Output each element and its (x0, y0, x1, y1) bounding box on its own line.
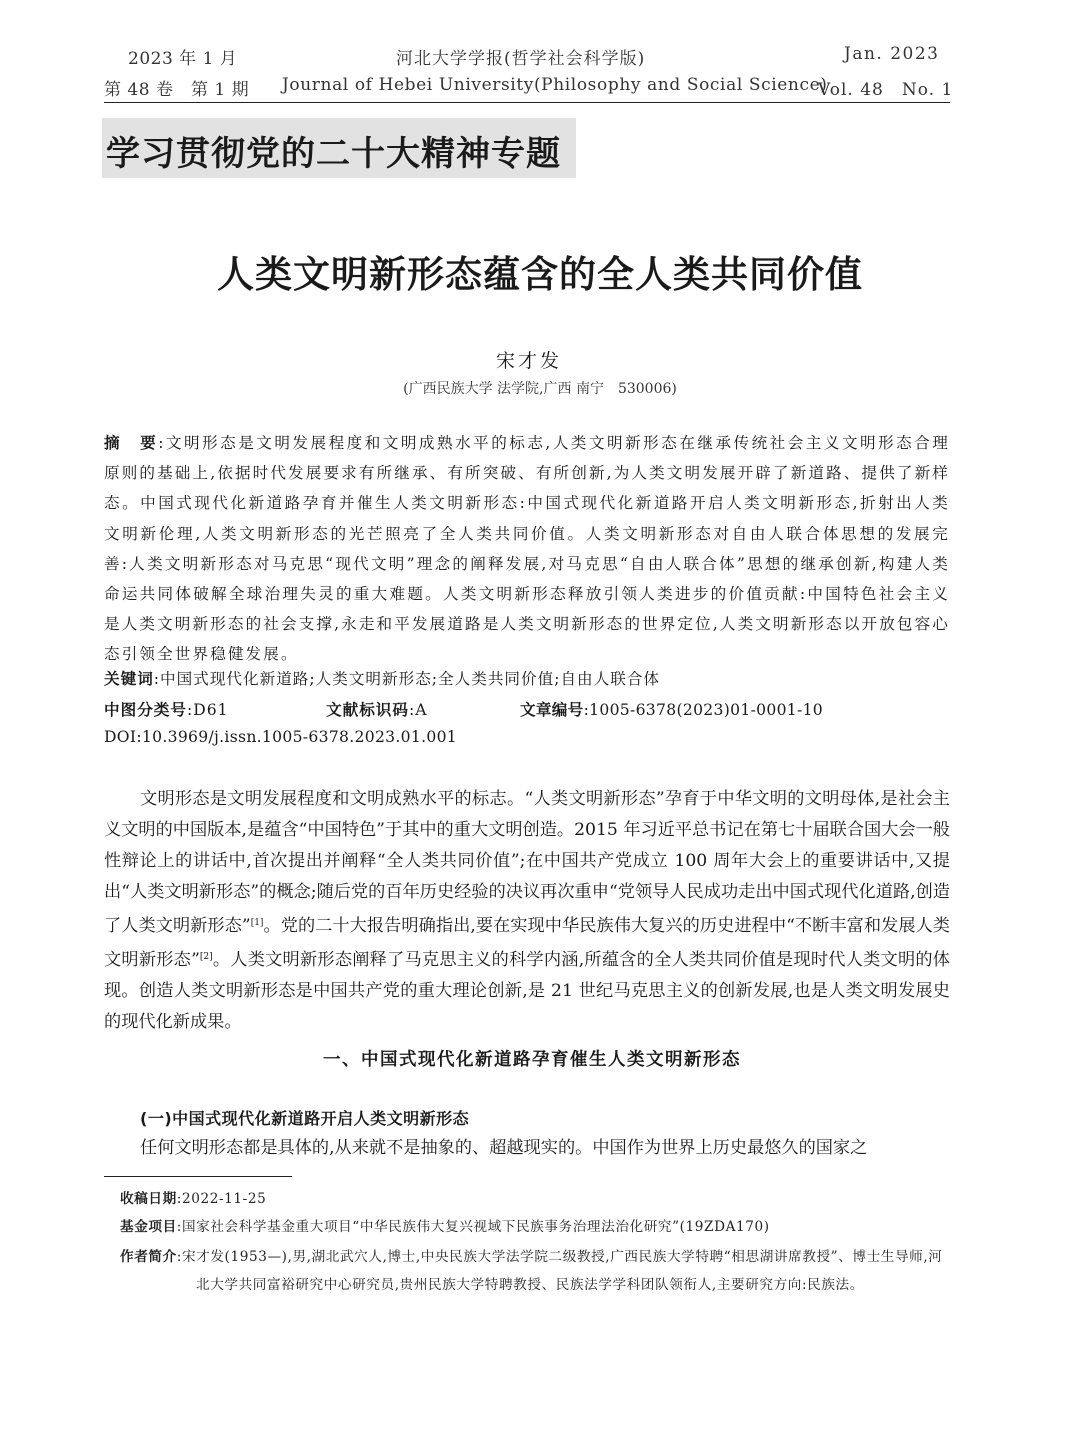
author-affiliation: (广西民族大学 法学院,广西 南宁 530006) (403, 381, 677, 397)
subsection-paragraph: 任何文明形态都是具体的,从来就不是抽象的、超越现实的。中国作为世界上历史最悠久的国家之 (140, 1138, 868, 1158)
article-number (520, 698, 823, 720)
header-rule (104, 102, 950, 103)
fund-label: 基金项目 (120, 1219, 177, 1235)
header-volume-en: Vol. 48 No. 1 (818, 80, 954, 100)
clc-label: 中图分类号 (104, 701, 187, 719)
bio-label: 作者简介 (120, 1249, 177, 1265)
abstract-label: 摘 要 (104, 434, 159, 452)
article-title: 人类文明新形态蕴含的全人类共同价值 (217, 252, 863, 296)
header-volume-cn: 第 48 卷 第 1 期 (104, 80, 250, 100)
document-code (326, 698, 428, 720)
abstract-text: :文明形态是文明发展程度和文明成熟水平的标志,人类文明新形态在继承传统社会主义文明形态合理原则的基础上,依据时代发展要求有所继承、有所突破、有所创新,为人类文明发展开辟了新道路、提供了新样态。中国式现代化新道路孕育并催生人类文明新形态:中国式现代化新道路开启人类文明新形态,折射出人类文明新伦理,人类文明新形态的光芒照亮了全人类共同价值。人类文明新形态对自由人联合体思想的发展完善:人类文明新形态对马克思“现代文明”理念的阐释发展,对马克思“自由人联合体”思想的继承创新,构建人类命运共同体破解全球治理失灵的重大难题。人类文明新形态释放引领人类进步的价值贡献:中国特色社会主义是人类文明新形态的社会支撑,永走和平发展道路是人类文明新形态的世界定位,人类文明新形态以开放包容心态引领全世界稳健发展。 (104, 434, 950, 664)
received-date (120, 1187, 266, 1207)
section-heading: 一、中国式现代化新道路孕育催生人类文明新形态 (323, 1050, 741, 1070)
fund-project (120, 1215, 770, 1235)
keywords-text: :中国式现代化新道路;人类文明新形态;全人类共同价值;自由人联合体 (153, 670, 661, 688)
column-banner-text: 学习贯彻党的二十大精神专题 (106, 134, 561, 174)
keywords (104, 667, 660, 689)
header-date-en: Jan. 2023 (844, 44, 940, 64)
subsection-heading: (一)中国式现代化新道路开启人类文明新形态 (140, 1109, 470, 1128)
doi: DOI:10.3969/j.issn.1005-6378.2023.01.001 (104, 728, 458, 746)
author-name: 宋才发 (495, 350, 562, 372)
footnote-rule (104, 1176, 292, 1177)
intro-text-3: 。人类文明新形态阐释了马克思主义的科学内涵,所蕴含的全人类共同价值是现时代人类文明的体现。创造人类文明新形态是中国共产党的重大理论创新,是 21 世纪马克思主义的创新发展,也是人类文明发展史的现代化新成果。 (104, 950, 950, 1032)
abstract (104, 428, 950, 670)
intro-paragraph (104, 784, 950, 1038)
author-bio (120, 1243, 950, 1299)
citation-1[interactable]: [1] (250, 918, 264, 928)
keywords-label: 关键词 (104, 670, 154, 688)
document-code-label: 文献标识码 (326, 701, 409, 719)
fund-value: :国家社会科学基金重大项目“中华民族伟大复兴视域下民族事务治理法治化研究”(19ZDA170) (176, 1219, 770, 1235)
citation-2[interactable]: [2] (199, 952, 213, 962)
intro-text-2: 。党的二十大报告明确指出,要在实现中华民族伟大复兴的历史进程中“不断丰富和发展人类文明新形态” (104, 916, 950, 970)
article-number-value: :1005-6378(2023)01-0001-10 (583, 701, 824, 719)
received-value: :2022-11-25 (176, 1191, 267, 1207)
article-number-label: 文章编号 (520, 701, 584, 719)
received-label: 收稿日期 (120, 1191, 177, 1207)
clc-number (104, 698, 229, 720)
column-banner (102, 118, 576, 178)
intro-text-1: 文明形态是文明发展程度和文明成熟水平的标志。“人类文明新形态”孕育于中华文明的文明母体,是社会主义文明的中国版本,是蕴含“中国特色”于其中的重大文明创造。2015 年习近平总书记在第七十届联合国大会一般性辩论上的讲话中,首次提出并阐释“全人类共同价值”;在中国共产党成立 100 周年大会上的重要讲话中,又提出“人类文明新形态”的概念;随后党的百年历史经验的决议再次重申“党领导人民成功走出中国式现代化道路,创造了人类文明新形态” (104, 789, 950, 936)
bio-value: :宋才发(1953—),男,湖北武穴人,博士,中央民族大学法学院二级教授,广西民族大学特聘“相思湖讲席教授”、博士生导师,河北大学共同富裕研究中心研究员,贵州民族大学特聘教授、民族法学学科团队领衔人,主要研究方向:民族法。 (176, 1249, 943, 1293)
header-journal-en: Journal of Hebei University(Philosophy and Social Science) (282, 75, 828, 95)
header-date-cn: 2023 年 1 月 (128, 49, 238, 69)
clc-value: :D61 (186, 701, 229, 719)
header-journal-cn: 河北大学学报(哲学社会科学版) (396, 49, 646, 69)
document-code-value: :A (408, 701, 428, 719)
